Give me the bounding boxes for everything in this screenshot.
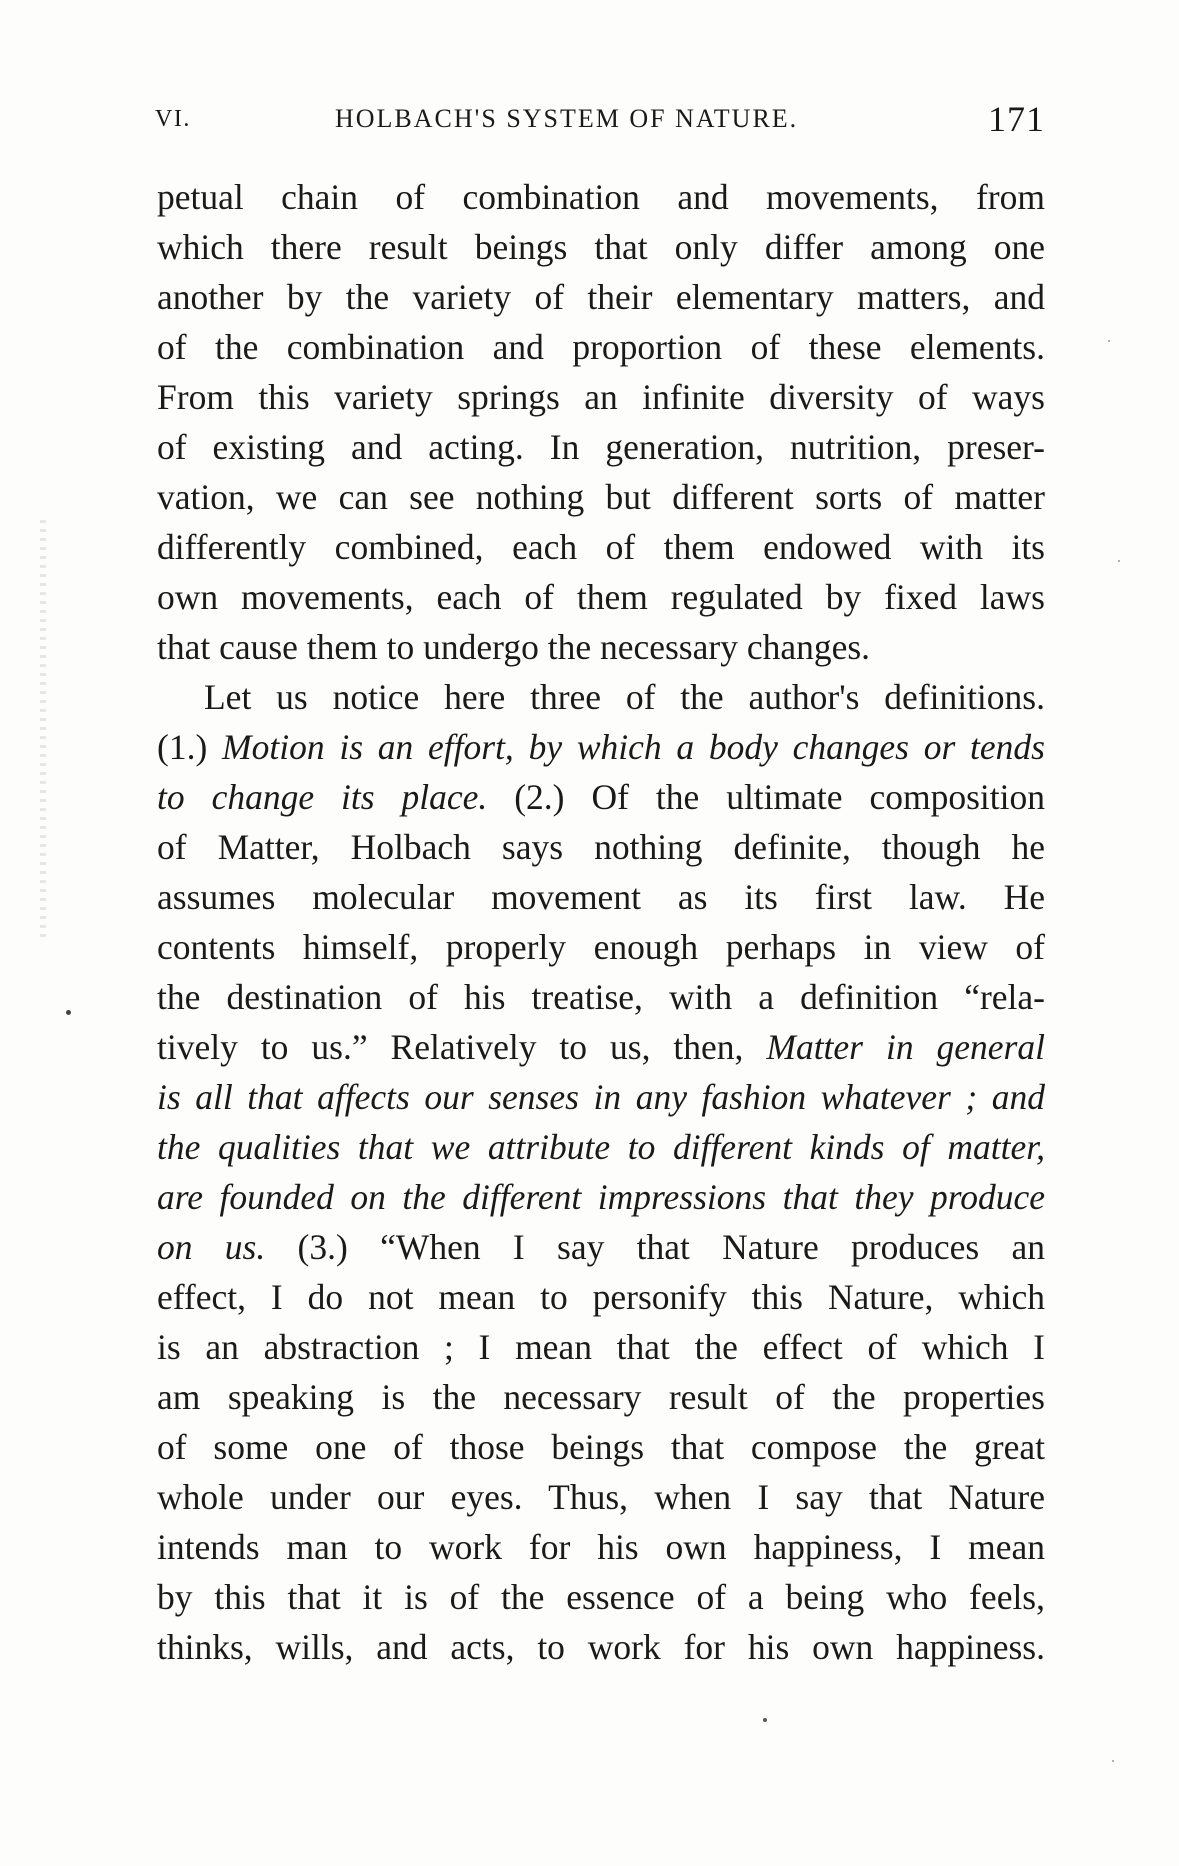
page-number: 171 [988,99,1045,139]
ink-speck [1112,1760,1114,1762]
text-line: the qualities that we attribute to different kinds of matter, [157,1127,1045,1167]
text-line: the destination of his treatise, with a definition “rela- [157,977,1045,1017]
text-line: by this that it is of the essence of a being who feels, [157,1577,1045,1617]
text-line: vation, we can see nothing but different sorts of matter [157,477,1045,517]
text-line: of Matter, Holbach says nothing definite, though he [157,827,1045,867]
text-line: to change its place. (2.) Of the ultimate composition [157,777,1045,817]
text-line: am speaking is the necessary result of the properties [157,1377,1045,1417]
text-line: of some one of those beings that compose the great [157,1427,1045,1467]
text-line: contents himself, properly enough perhaps in view of [157,927,1045,967]
text-line: tively to us.” Relatively to us, then, Matter in general [157,1027,1045,1067]
text-line: petual chain of combination and movements, from [157,177,1045,217]
text-line: (1.) Motion is an effort, by which a body changes or tends [157,727,1045,767]
ink-speck [1108,340,1110,342]
text-line: of existing and acting. In generation, nutrition, preser- [157,427,1045,467]
text-line: are founded on the different impressions that they produce [157,1177,1045,1217]
text-line: another by the variety of their elementary matters, and [157,277,1045,317]
chapter-number: VI. [155,106,191,132]
text-line: is an abstraction ; I mean that the effect of which I [157,1327,1045,1367]
gutter-scan-artifact [40,520,46,940]
running-head [155,98,1045,148]
ink-speck [66,1010,71,1015]
text-line: intends man to work for his own happiness, I mean [157,1527,1045,1567]
paragraph-end-line: that cause them to undergo the necessary changes. [157,627,871,667]
ink-speck [1118,560,1120,562]
text-line: assumes molecular movement as its first law. He [157,877,1045,917]
text-line: From this variety springs an infinite diversity of ways [157,377,1045,417]
text-line: own movements, each of them regulated by fixed laws [157,577,1045,617]
text-line: differently combined, each of them endowed with its [157,527,1045,567]
text-line: is all that affects our senses in any fashion whatever ; and [157,1077,1045,1117]
paragraph-first-line: Let us notice here three of the author's definitions. [204,677,1045,717]
running-title: HOLBACH'S SYSTEM OF NATURE. [335,104,799,133]
text-line: whole under our eyes. Thus, when I say that Nature [157,1477,1045,1517]
ink-speck [763,1718,767,1722]
text-line: effect, I do not mean to personify this Nature, which [157,1277,1045,1317]
text-line: on us. (3.) “When I say that Nature produces an [157,1227,1045,1267]
text-line: thinks, wills, and acts, to work for his own happiness. [157,1627,1045,1667]
body-text [157,172,1045,1672]
text-line: which there result beings that only differ among one [157,227,1045,267]
text-line: of the combination and proportion of these elements. [157,327,1045,367]
